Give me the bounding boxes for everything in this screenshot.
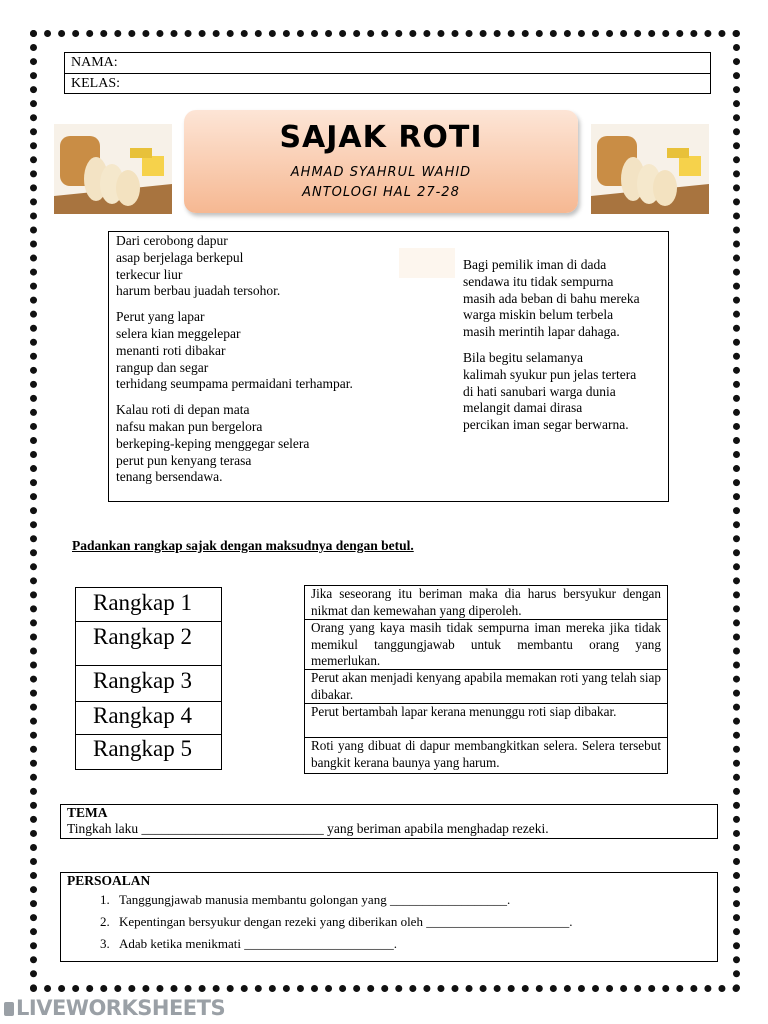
rangkap-5[interactable]: Rangkap 5 <box>75 734 222 770</box>
poem-line: terhidang seumpama permaidani terhampar. <box>116 376 353 392</box>
maksud-1[interactable]: Jika seseorang itu beriman maka dia harus bersyukur dengan nikmat dan kemewahan yang diperoleh. <box>304 585 668 620</box>
poem-line: sendawa itu tidak sempurna <box>463 273 614 289</box>
stanza-2 <box>116 309 456 393</box>
liveworksheets-logo[interactable] <box>4 996 225 1020</box>
logo-icon <box>4 1002 14 1016</box>
poem-line: Bagi pemilik iman di dada <box>463 257 607 272</box>
instruction: Padankan rangkap sajak dengan maksudnya dengan betul. <box>72 538 414 553</box>
title-banner <box>184 110 578 213</box>
poem-line: berkeping-keping menggegar selera <box>116 435 310 451</box>
name-class-box <box>64 52 711 94</box>
stanza-4 <box>463 257 673 341</box>
poem-line: terkecur liur <box>116 266 183 282</box>
source: ANTOLOGI HAL 27-28 <box>302 185 460 200</box>
persoalan-label: PERSOALAN <box>67 873 151 888</box>
rangkap-3[interactable]: Rangkap 3 <box>75 665 222 702</box>
poem-line: Dari cerobong dapur <box>116 233 228 248</box>
logo-text: LIVEWORKSHEETS <box>16 996 226 1020</box>
persoalan-item-2[interactable]: 2. Kepentingan bersyukur dengan rezeki yang diberikan oleh ______________________. <box>113 911 717 933</box>
faint-highlight <box>399 248 455 278</box>
maksud-3[interactable]: Perut akan menjadi kenyang apabila memakan roti yang telah siap dibakar. <box>304 669 668 704</box>
persoalan-box <box>60 872 718 962</box>
poem-box <box>108 231 669 502</box>
poem-line: warga miskin belum terbela <box>463 307 614 323</box>
nama-field[interactable]: NAMA: <box>65 53 710 74</box>
maksud-2[interactable]: Orang yang kaya masih tidak sempurna iman mereka jika tidak memikul tanggungjawab untuk membantu orang yang memerlukan. <box>304 619 668 670</box>
poem-line: menanti roti dibakar <box>116 342 226 358</box>
tema-box <box>60 804 718 839</box>
poem-line: Kalau roti di depan mata <box>116 402 250 418</box>
bread-image-right <box>591 124 709 214</box>
poem-right-column <box>463 257 673 443</box>
poem-line: Bila begitu selamanya <box>463 349 583 365</box>
poem-line: Perut yang lapar <box>116 309 205 325</box>
poem-line: masih ada beban di bahu mereka <box>463 290 640 306</box>
rangkap-2[interactable]: Rangkap 2 <box>75 621 222 666</box>
stanza-3 <box>116 402 456 486</box>
poem-line: rangup dan segar <box>116 359 209 375</box>
tema-label: TEMA <box>67 805 108 820</box>
kelas-field[interactable]: KELAS: <box>71 76 120 91</box>
bread-image-left <box>54 124 172 214</box>
stanza-5 <box>463 350 673 434</box>
persoalan-item-3[interactable]: 3. Adab ketika menikmati _______________________. <box>113 933 717 955</box>
author: AHMAD SYAHRUL WAHID <box>290 165 472 180</box>
rangkap-4[interactable]: Rangkap 4 <box>75 701 222 735</box>
rangkap-1[interactable]: Rangkap 1 <box>75 587 222 622</box>
poem-line: kalimah syukur pun jelas tertera <box>463 366 637 382</box>
tema-text[interactable]: Tingkah laku ___________________________ yang beriman apabila menghadap rezeki. <box>67 821 549 836</box>
poem-line: masih merintih lapar dahaga. <box>463 324 620 340</box>
poem-line: di hati sanubari warga dunia <box>463 383 616 399</box>
poem-line: tenang bersendawa. <box>116 469 223 485</box>
poem-line: selera kian meggelepar <box>116 325 241 341</box>
persoalan-list <box>67 889 717 955</box>
poem-line: melangit damai dirasa <box>463 400 583 416</box>
poem-line: percikan iman segar berwarna. <box>463 417 629 433</box>
poem-line: perut pun kenyang terasa <box>116 452 252 468</box>
maksud-4[interactable]: Perut bertambah lapar kerana menunggu roti siap dibakar. <box>304 703 668 738</box>
maksud-5[interactable]: Roti yang dibuat di dapur membangkitkan selera. Selera tersebut bangkit kerana baunya yang harum. <box>304 737 668 774</box>
poem-line: asap berjelaga berkepul <box>116 249 244 265</box>
poem-line: harum berbau juadah tersohor. <box>116 283 281 299</box>
poem-line: nafsu makan pun bergelora <box>116 418 263 434</box>
persoalan-item-1[interactable]: 1. Tanggungjawab manusia membantu golongan yang __________________. <box>113 889 717 911</box>
page-title: SAJAK ROTI <box>279 120 483 155</box>
